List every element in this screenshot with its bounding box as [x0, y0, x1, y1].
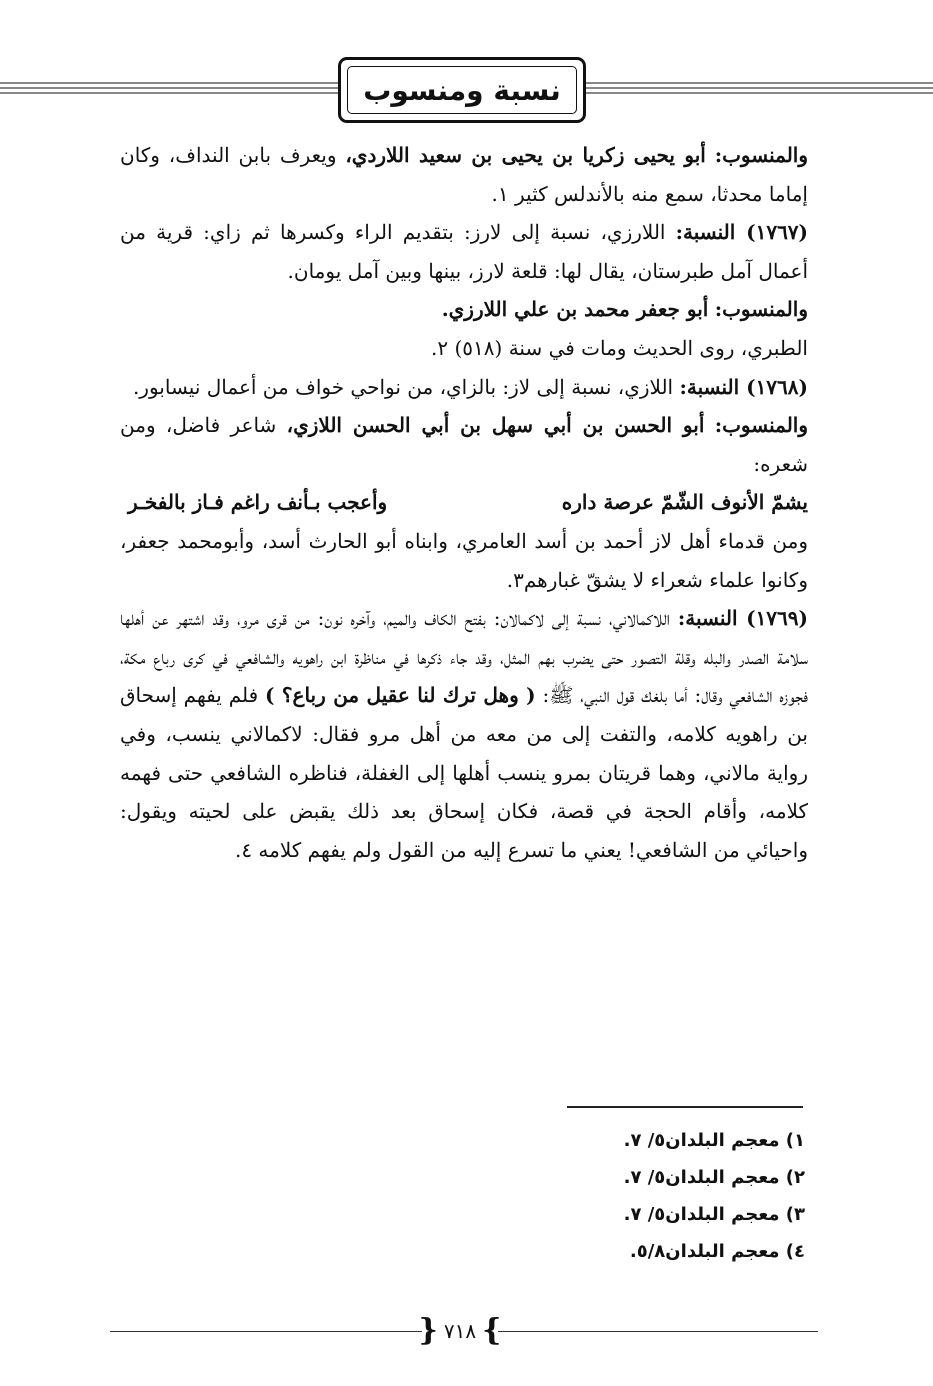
hadith-quote: ( وهل ترك لنا عقيل من رباع؟ )	[265, 683, 536, 708]
label: والمنسوب:	[714, 413, 809, 438]
person-name: أبو يحيى زكريا بن يحيى بن سعيد اللاردي،	[345, 143, 706, 167]
entry-text-cont: فلم يفهم إسحاق بن راهويه كلامه، والتفت إلى من معه من أهل مرو فقال: لاكمالاني ينسب، وفي رواية مالاني، وهما قريتان بمرو ينسب أهلها إلى الغفلة، فناظره الشافعي حتى فهمه كلامه، وأقام الحجة في قصة، فكان إسحاق بعد ذلك يقبض على لحيته ويقول: واحيائي من الشافعي! يعني ما تسرع إليه من القول ولم يفهم كلامه ٤.	[120, 683, 808, 862]
bracket-close: {	[418, 1313, 438, 1348]
footnotes	[445, 1122, 805, 1270]
footnote-4: ٤) معجم البلدان٥/٨.	[629, 1241, 805, 1262]
footnote-2: ٢) معجم البلدان٥/ ٧.	[623, 1167, 805, 1188]
paragraph-mansub-3	[120, 406, 808, 483]
paragraph-mansub-1	[120, 136, 808, 213]
entry-label: (١٧٦٩) النسبة:	[677, 606, 808, 631]
entry-label: (١٧٦٨) النسبة:	[679, 374, 808, 399]
paragraph-text-3: ومن قدماء أهل لاز أحمد بن أسد العامري، وابناه أبو الحارث أسد، وأبومحمد جعفر، وكانوا علماء شعراء لا يشقّ غبارهم٣.	[120, 528, 809, 592]
text: شاعر فاضل، ومن شعره:	[120, 413, 808, 476]
bracket-open: }	[482, 1313, 502, 1348]
entry-1767	[120, 213, 808, 290]
paragraph-mansub-2	[120, 290, 808, 329]
entry-text: اللازي، نسبة إلى لاز: بالزاي، من نواحي خواف من أعمال نيسابور.	[132, 374, 674, 399]
header-title-frame	[338, 57, 586, 123]
person-name: أبو الحسن بن أبي سهل بن أبي الحسن اللازي،	[286, 413, 705, 438]
poem-hemistich-second: وأعجب بـأنف راغم فـاز بالفخـر	[128, 490, 388, 515]
entry-1768	[120, 368, 808, 407]
person-name: أبو جعفر محمد بن علي اللارزي.	[441, 297, 709, 322]
poem-verse	[120, 483, 808, 522]
label: والمنسوب:	[714, 297, 808, 322]
label: والمنسوب:	[714, 143, 809, 167]
page-body	[120, 136, 808, 869]
page-number-rule-left	[110, 1331, 422, 1332]
page-number	[418, 1313, 502, 1348]
entry-text: اللاكمالاني، نسبة إلى لاكمالان: بفتح الكاف والميم، وآخره نون: من قرى مرو، وقد اشتهر عن أهلها سلامة الصدر والبله وقلة التصور حتى يضرب بهم المثل، وقد جاء ذكرها في مناظرة ابن راهويه والشافعي في كرى رباع مكة، فجوزه الشافعي وقال: أما بلغك قول النبي، ﷺ:	[120, 606, 808, 708]
page-number-rule-right	[498, 1331, 818, 1332]
footnote-separator	[567, 1106, 803, 1108]
paragraph-text-2: الطبري، روى الحديث ومات في سنة (٥١٨) ٢.	[431, 335, 808, 360]
entry-1769	[120, 599, 808, 869]
header-title: نسبة ومنسوب	[347, 66, 577, 114]
entry-text: اللارزي، نسبة إلى لارز: بتقديم الراء وكسرها ثم زاي: قرية من أعمال آمل طبرستان، يقال لها: قلعة لارز، بينها وبين آمل يومان.	[120, 220, 808, 283]
footnote-3: ٣) معجم البلدان٥/ ٧.	[623, 1204, 805, 1225]
text: ويعرف بابن النداف، وكان إماما محدثا، سمع منه بالأندلس كثير ١.	[120, 143, 808, 206]
entry-label: (١٧٦٧) النسبة:	[675, 220, 809, 245]
page-number-value: ٧١٨	[443, 1319, 477, 1343]
poem-hemistich-first: يشمّ الأنوف الشّمّ عرصة داره	[561, 490, 808, 515]
footnote-1: ١) معجم البلدان٥/ ٧.	[623, 1130, 805, 1151]
